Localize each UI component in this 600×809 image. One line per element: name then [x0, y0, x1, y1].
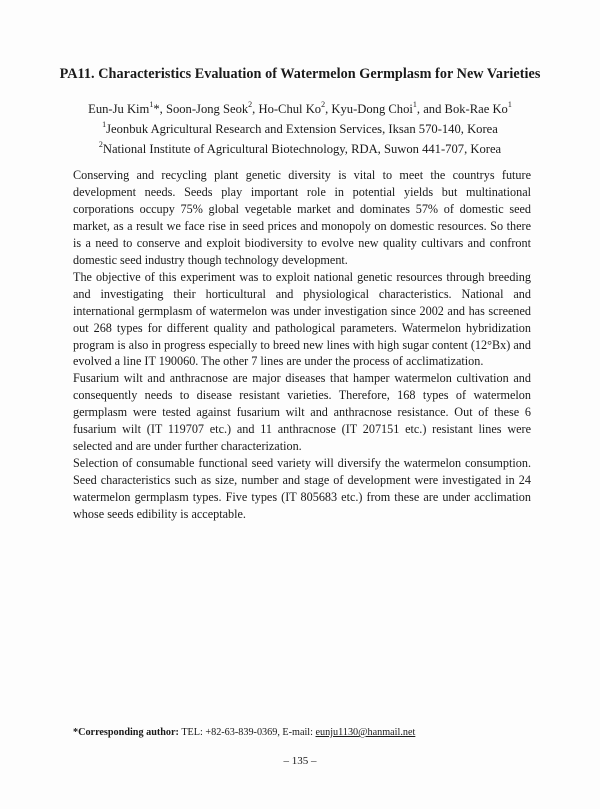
- page-number: – 135 –: [283, 755, 317, 767]
- affiliation-line: [40, 139, 560, 159]
- author-name: Soon-Jong Seok: [165, 102, 249, 116]
- corresponding-author-label: *Corresponding author:: [73, 727, 179, 738]
- abstract-body: [73, 167, 531, 523]
- author-affiliation-mark: 2: [248, 99, 253, 109]
- contact-text: TEL: +82-63-839-0369, E-mail:: [178, 727, 316, 738]
- affiliation-text: Jeonbuk Agricultural Research and Extension Services, Iksan 570-140, Korea: [106, 122, 498, 136]
- abstract-paragraph: The objective of this experiment was to exploit national genetic resources through breeding and investigating their horticultural and physiological characteristics. National and international germplasm of watermelon was under investigation since 2002 and has screened out 268 types for different quality and pathological parameters. Watermelon hybridization program is also in progress especially to breed new lines with high sugar content (12°Bx) and evolved a line IT 190060. The other 7 lines are under the process of acclimatization.: [73, 269, 531, 369]
- author-affiliation-mark: 2: [321, 99, 326, 109]
- author-affiliation-mark: 1: [149, 99, 154, 109]
- affiliation-mark: 1: [102, 119, 107, 129]
- abstract-paragraph: Fusarium wilt and anthracnose are major diseases that hamper watermelon cultivation and consequently needs to disease resistant varieties. Therefore, 168 types of watermelon germplasm were tested against fusarium wilt and anthracnose resistance. Out of these 6 fusarium wilt (IT 119707 etc.) and 11 anthracnose (IT 207151 etc.) resistant lines were selected and are under further characterization.: [73, 371, 531, 454]
- author-name: Kyu-Dong Choi: [331, 102, 413, 116]
- author-affiliation-mark: 1: [507, 99, 512, 109]
- email-link[interactable]: eunju1130@hanmail.net: [315, 727, 416, 738]
- author-separator: ,: [325, 102, 332, 116]
- corresponding-author-note: [73, 727, 415, 738]
- author-name: Eun-Ju Kim: [88, 102, 150, 116]
- affiliation-line: [40, 119, 560, 139]
- corresponding-mark: *: [153, 102, 160, 116]
- affiliation-text: National Institute of Agricultural Biotechnology, RDA, Suwon 441-707, Korea: [102, 142, 502, 156]
- author-list: [40, 99, 560, 119]
- author-block: [40, 99, 560, 159]
- author-affiliation-mark: 1: [412, 99, 417, 109]
- affiliation-mark: 2: [98, 139, 103, 149]
- paper-title: PA11. Characteristics Evaluation of Watermelon Germplasm for New Varieties: [59, 66, 541, 82]
- author-separator: ,: [252, 102, 259, 116]
- author-name: Ho-Chul Ko: [258, 102, 322, 116]
- abstract-paragraph: Conserving and recycling plant genetic diversity is vital to meet the countrys future development needs. Seeds play important role in potential yields but multinational corporations occupy 75% global vegetable market and dominates 57% of domestic seed market, as a result we face rise in seed prices and monopoly on domestic resources. So there is a need to conserve and exploit biodiversity to evolve new quality cultivars and confront domestic seed industry though technology development.: [73, 168, 531, 267]
- author-separator: ,: [159, 102, 166, 116]
- abstract-paragraph: Selection of consumable functional seed variety will diversify the watermelon consumption. Seed characteristics such as size, number and stage of development were investigated in 24 watermelon germplasm types. Five types (IT 805683 etc.) from these are under acclimation whose seeds edibility is acceptable.: [73, 456, 531, 522]
- author-name: Bok-Rae Ko: [444, 102, 508, 116]
- author-separator: , and: [416, 102, 445, 116]
